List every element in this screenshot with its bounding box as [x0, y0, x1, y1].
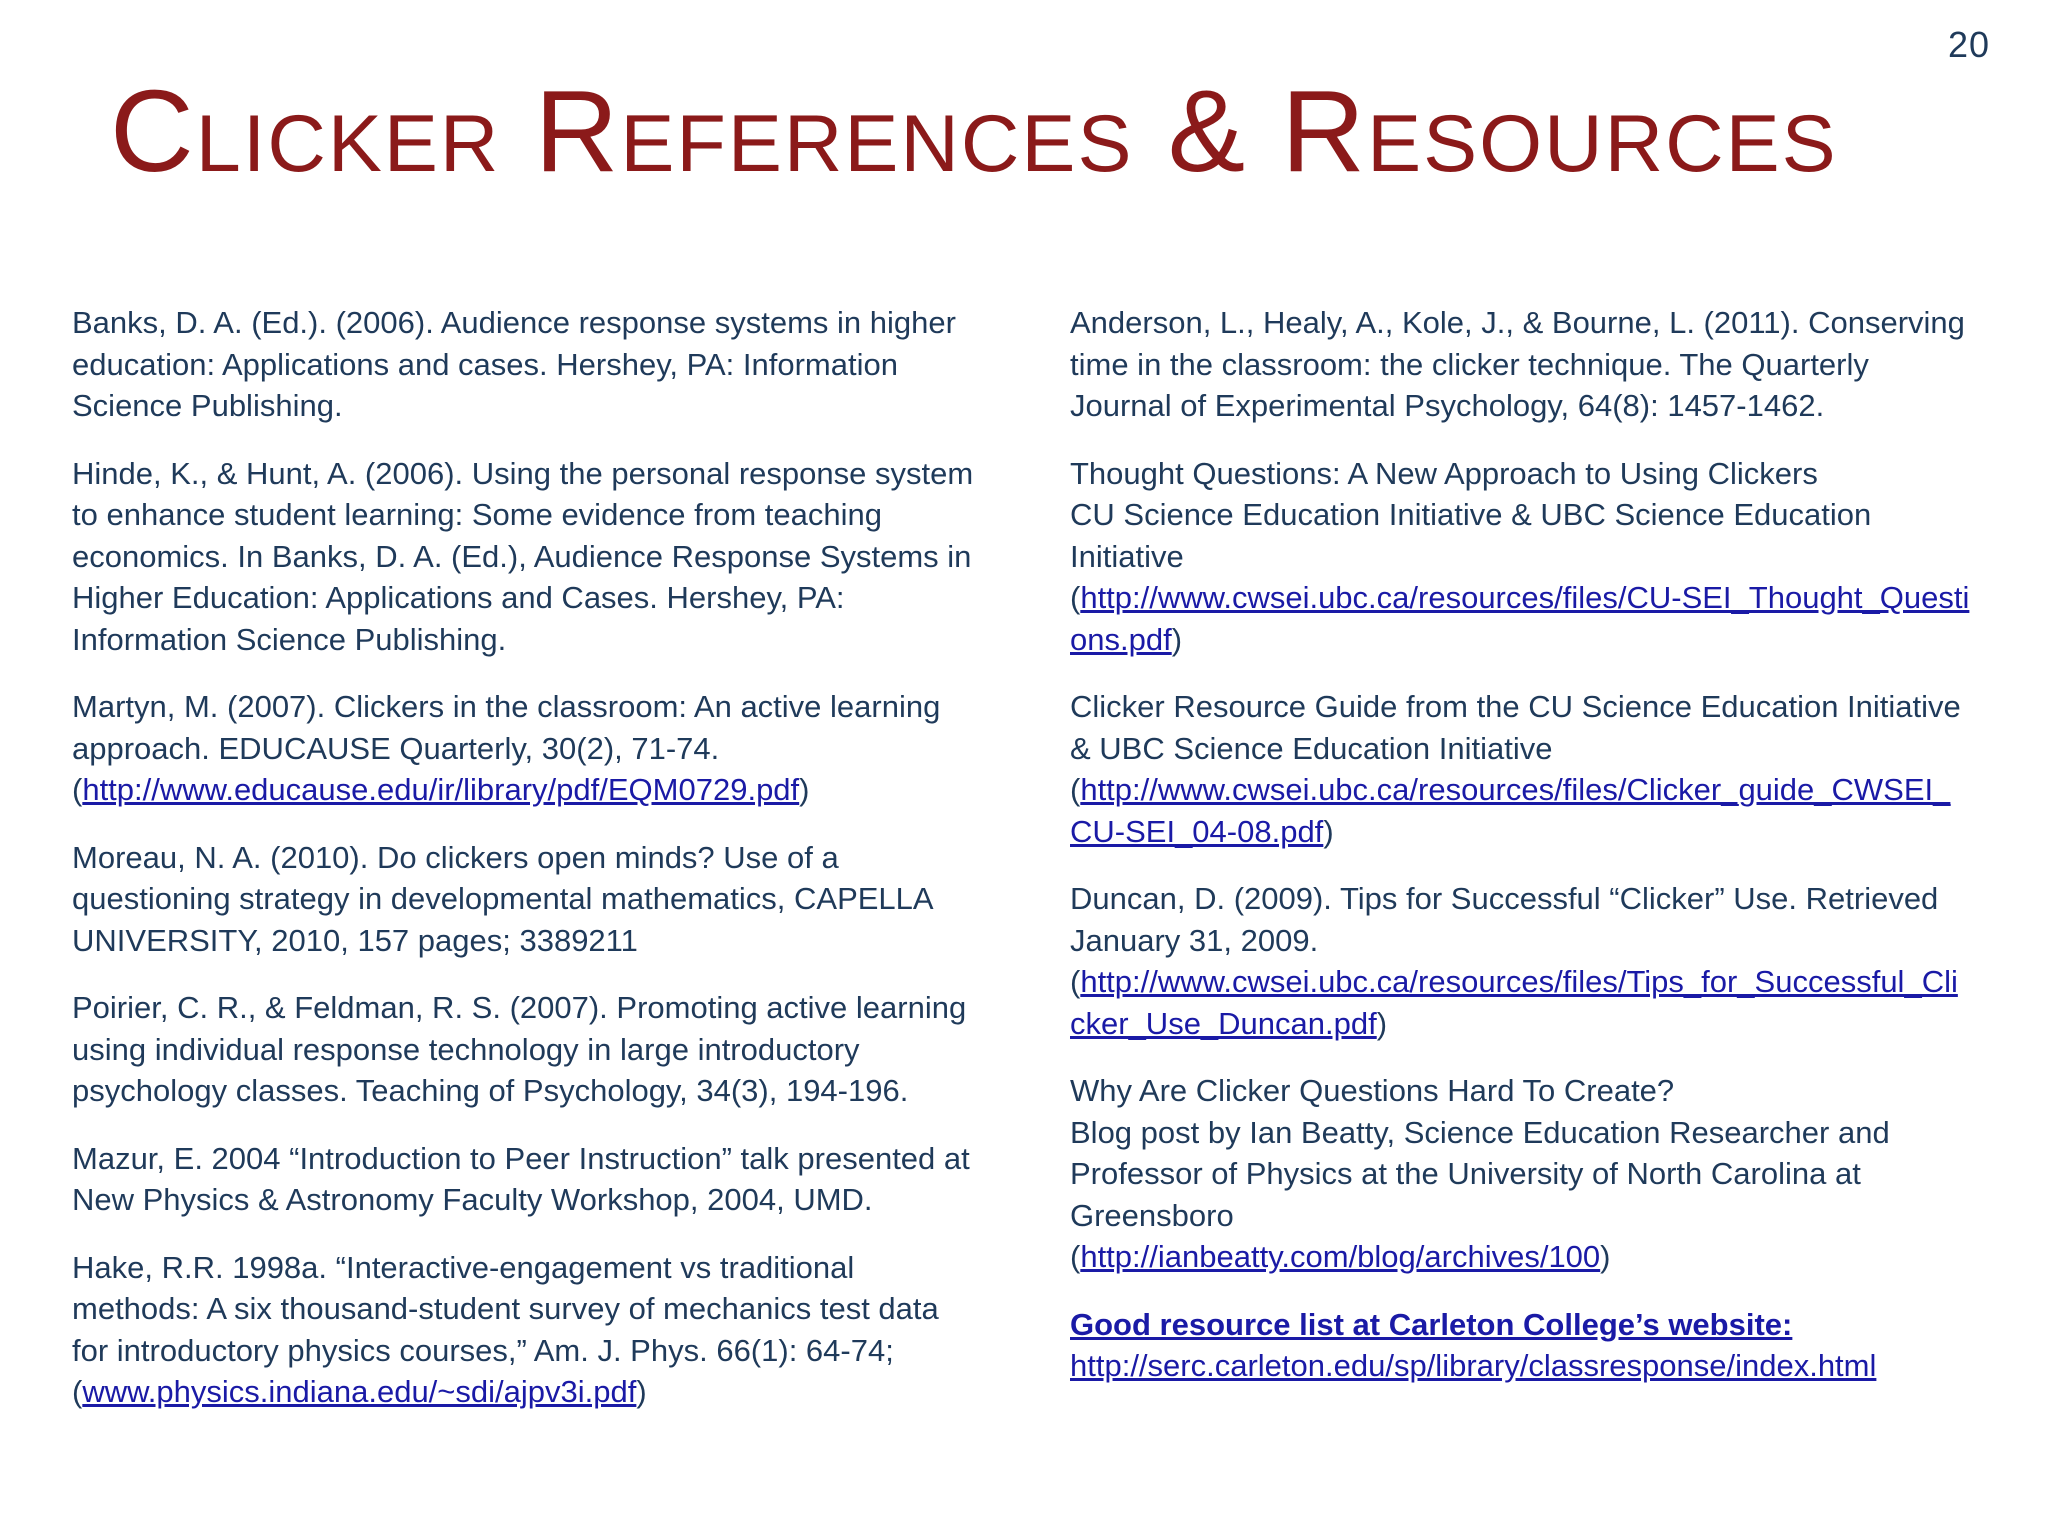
reference-anderson: [1070, 302, 1972, 427]
reference-text: Moreau, N. A. (2010). Do clickers open minds? Use of a questioning strategy in developmental mathematics, CAPELLA UNIVERSITY, 2010, 157 pages; 3389211: [72, 839, 932, 958]
reference-mazur: [72, 1138, 982, 1221]
open-paren: (: [1070, 1239, 1081, 1274]
duncan-tips-link[interactable]: http://www.cwsei.ubc.ca/resources/files/Tips_for_Successful_Clicker_Use_Duncan.pdf: [1070, 964, 1958, 1041]
close-paren: ): [1600, 1239, 1611, 1274]
reference-duncan: [1070, 878, 1972, 1044]
reference-martyn: [72, 686, 982, 811]
reference-hinde: [72, 453, 982, 661]
close-paren: ): [799, 772, 810, 807]
close-paren: ): [636, 1374, 647, 1409]
reference-text: CU Science Education Initiative & UBC Science Education Initiative: [1070, 497, 1872, 574]
reference-resource-guide: [1070, 686, 1972, 852]
open-paren: (: [1070, 580, 1081, 615]
close-paren: ): [1376, 1005, 1388, 1041]
reference-beatty: [1070, 1070, 1972, 1278]
clicker-guide-link[interactable]: http://www.cwsei.ubc.ca/resources/files/Clicker_guide_CWSEI_CU-SEI_04-08.pdf: [1070, 772, 1951, 849]
reference-thought-questions: [1070, 453, 1972, 661]
open-paren: (: [1070, 772, 1081, 807]
slide-title: Clicker References & Resources: [110, 66, 1838, 196]
beatty-blog-link[interactable]: http://ianbeatty.com/blog/archives/100: [1080, 1239, 1601, 1274]
page-number: 20: [1947, 24, 1990, 65]
reference-text: Clicker Resource Guide from the CU Science Education Initiative & UBC Science Education Initiative: [1070, 689, 1961, 766]
reference-text: Poirier, C. R., & Feldman, R. S. (2007). Promoting active learning using individual response technology in large introductory psychology classes. Teaching of Psychology, 34(3), 194-196.: [72, 990, 967, 1108]
open-paren: (: [72, 1374, 83, 1409]
reference-text: Blog post by Ian Beatty, Science Education Researcher and Professor of Physics at the University of North Carolina at Greensboro: [1070, 1114, 1890, 1233]
left-column: [72, 302, 982, 1439]
reference-carleton: [1070, 1304, 1972, 1387]
reference-title: Why Are Clicker Questions Hard To Create?: [1070, 1073, 1675, 1108]
reference-text: Hake, R.R. 1998a. “Interactive-engagement vs traditional methods: A six thousand-student survey of mechanics test data for introductory physics courses,” Am. J. Phys. 66(1): 64-74;: [72, 1249, 939, 1368]
thought-questions-link[interactable]: http://www.cwsei.ubc.ca/resources/files/CU-SEI_Thought_Questions.pdf: [1070, 580, 1970, 657]
open-paren: (: [1070, 964, 1081, 999]
reference-text: Banks, D. A. (Ed.). (2006). Audience response systems in higher education: Applications and cases. Hershey, PA: Information Science Publishing.: [72, 305, 956, 423]
reference-text: Anderson, L., Healy, A., Kole, J., & Bourne, L. (2011). Conserving time in the classroom: the clicker technique. The Quarterly Journal of Experimental Psychology, 64(8): 1457-1462.: [1070, 305, 1965, 423]
right-column: [1070, 302, 1972, 1439]
reference-title: Thought Questions: A New Approach to Using Clickers: [1070, 455, 1818, 491]
physics-indiana-link[interactable]: www.physics.indiana.edu/~sdi/ajpv3i.pdf: [82, 1374, 637, 1409]
reference-text: Duncan, D. (2009). Tips for Successful “Clicker” Use. Retrieved January 31, 2009.: [1070, 881, 1939, 958]
reference-text: Hinde, K., & Hunt, A. (2006). Using the personal response system to enhance student learning: Some evidence from teaching economics. In Banks, D. A. (Ed.), Audience Response Systems in Higher Education: Applications and Cases. Hershey, PA: Information Science Publishing.: [72, 455, 974, 657]
reference-text: Martyn, M. (2007). Clickers in the classroom: An active learning approach. EDUCAUSE Quarterly, 30(2), 71-74.: [72, 689, 941, 766]
reference-text: Mazur, E. 2004 “Introduction to Peer Instruction” talk presented at New Physics & Astronomy Faculty Workshop, 2004, UMD.: [72, 1140, 970, 1217]
reference-banks: [72, 302, 982, 427]
reference-moreau: [72, 837, 982, 962]
references-columns: [72, 302, 1972, 1439]
carleton-link[interactable]: http://serc.carleton.edu/sp/library/classresponse/index.html: [1070, 1348, 1877, 1383]
carleton-heading-link[interactable]: Good resource list at Carleton College’s website:: [1070, 1306, 1793, 1342]
close-paren: ): [1323, 813, 1334, 849]
reference-poirier: [72, 987, 982, 1112]
open-paren: (: [72, 772, 83, 807]
reference-hake: [72, 1247, 982, 1413]
educause-link[interactable]: http://www.educause.edu/ir/library/pdf/EQM0729.pdf: [82, 772, 800, 807]
close-paren: ): [1171, 621, 1183, 657]
